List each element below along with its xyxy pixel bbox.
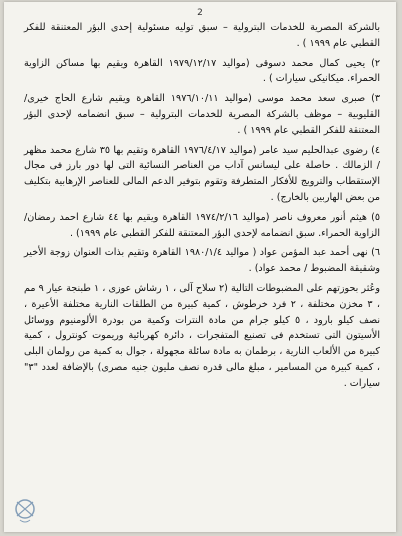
paragraph-3: ٣) صبرى سعد محمد موسى (مواليد ١٩٧٦/١٠/١١ القاهرة ويقيم شارع الحاج خيرى/ القليوبية – موظف بالشركة المصرية للخدمات البترولية – سبق انضمامه لإحدى البؤر المعتنقة للفكر القطبي عام ١٩٩٩ ) .: [24, 93, 380, 136]
paragraph-7: وعُثر بحوزتهم على المضبوطات التالية (٢ سلاح آلى ، ١ رشاش عوزى ، ١ طبنجة عيار ٩ مم ، ٣ مخزن مختلفة ، ٢ فرد خرطوش ، كمية كبيرة من الطلقات النارية مختلفة الأعيرة ، نصف كيلو بارود ، ٥ كيلو جرام من مادة النترات وكمية من بودرة الألومنيوم ووسائل الأسيتون التى تستخدم فى تصنيع المتفجرات ، دائرة كهربائية وريموت كونترول ، كمية كبيرة من الألعاب النارية ، برطمان به مادة سائلة مجهولة ، جوال به كمية من رولمان البلى ، كمية كبيرة من المسامير ، مبلغ مالى قدره نصف مليون جنيه مصرى) بالإضافة لعدد "٣" سيارات .: [24, 282, 380, 389]
paragraph-6: ٦) نهى أحمد عبد المؤمن عواد ( مواليد ١٩٨٠/١/٤ القاهرة وتقيم بذات العنوان زوجة الأخير وشقيقة المضبوط / محمد عواد) .: [24, 247, 380, 275]
paragraph-5: ٥) هيثم أنور معروف ناصر (مواليد ١٩٧٤/٢/١٦ القاهرة ويقيم بها ٤٤ شارع احمد رمضان/ الزاوية الحمراء. سبق انضمامه لإحدى البؤر المعتنقة للفكر القطبي عام ١٩٩٩) .: [24, 211, 380, 239]
watermark-logo-icon: [8, 494, 42, 528]
paragraph-4: ٤) رضوى عبدالحليم سيد عامر (مواليد ١٩٧٦/٤/١٧ القاهرة وتقيم بها ٣٥ شارع محمد مظهر / الزمالك . حاصلة على ليسانس آداب من العناصر النسائية التى لها دور بارز فى مجال الإستقطاب والترويج للأفكار المتطرفة وتقوم بتوفير الدعم المالى للعناصر الإرهابية بتكليف من بعض الهاربين بالخارج) .: [24, 144, 380, 203]
document-body: [24, 20, 380, 396]
document-page: [4, 2, 396, 532]
paragraph-2: ٢) يحيى كمال محمد دسوقى (مواليد ١٩٧٩/١٢/١٧ القاهرة ويقيم بها مساكن الزاوية الحمراء. ميكانيكى سيارات ) .: [24, 57, 380, 85]
page-number: 2: [197, 8, 203, 18]
paragraph-1: بالشركة المصرية للخدمات البترولية – سبق توليه مسئولية إحدى البؤر المعتنقة للفكر القطبي عام ١٩٩٩ ) .: [24, 22, 380, 49]
